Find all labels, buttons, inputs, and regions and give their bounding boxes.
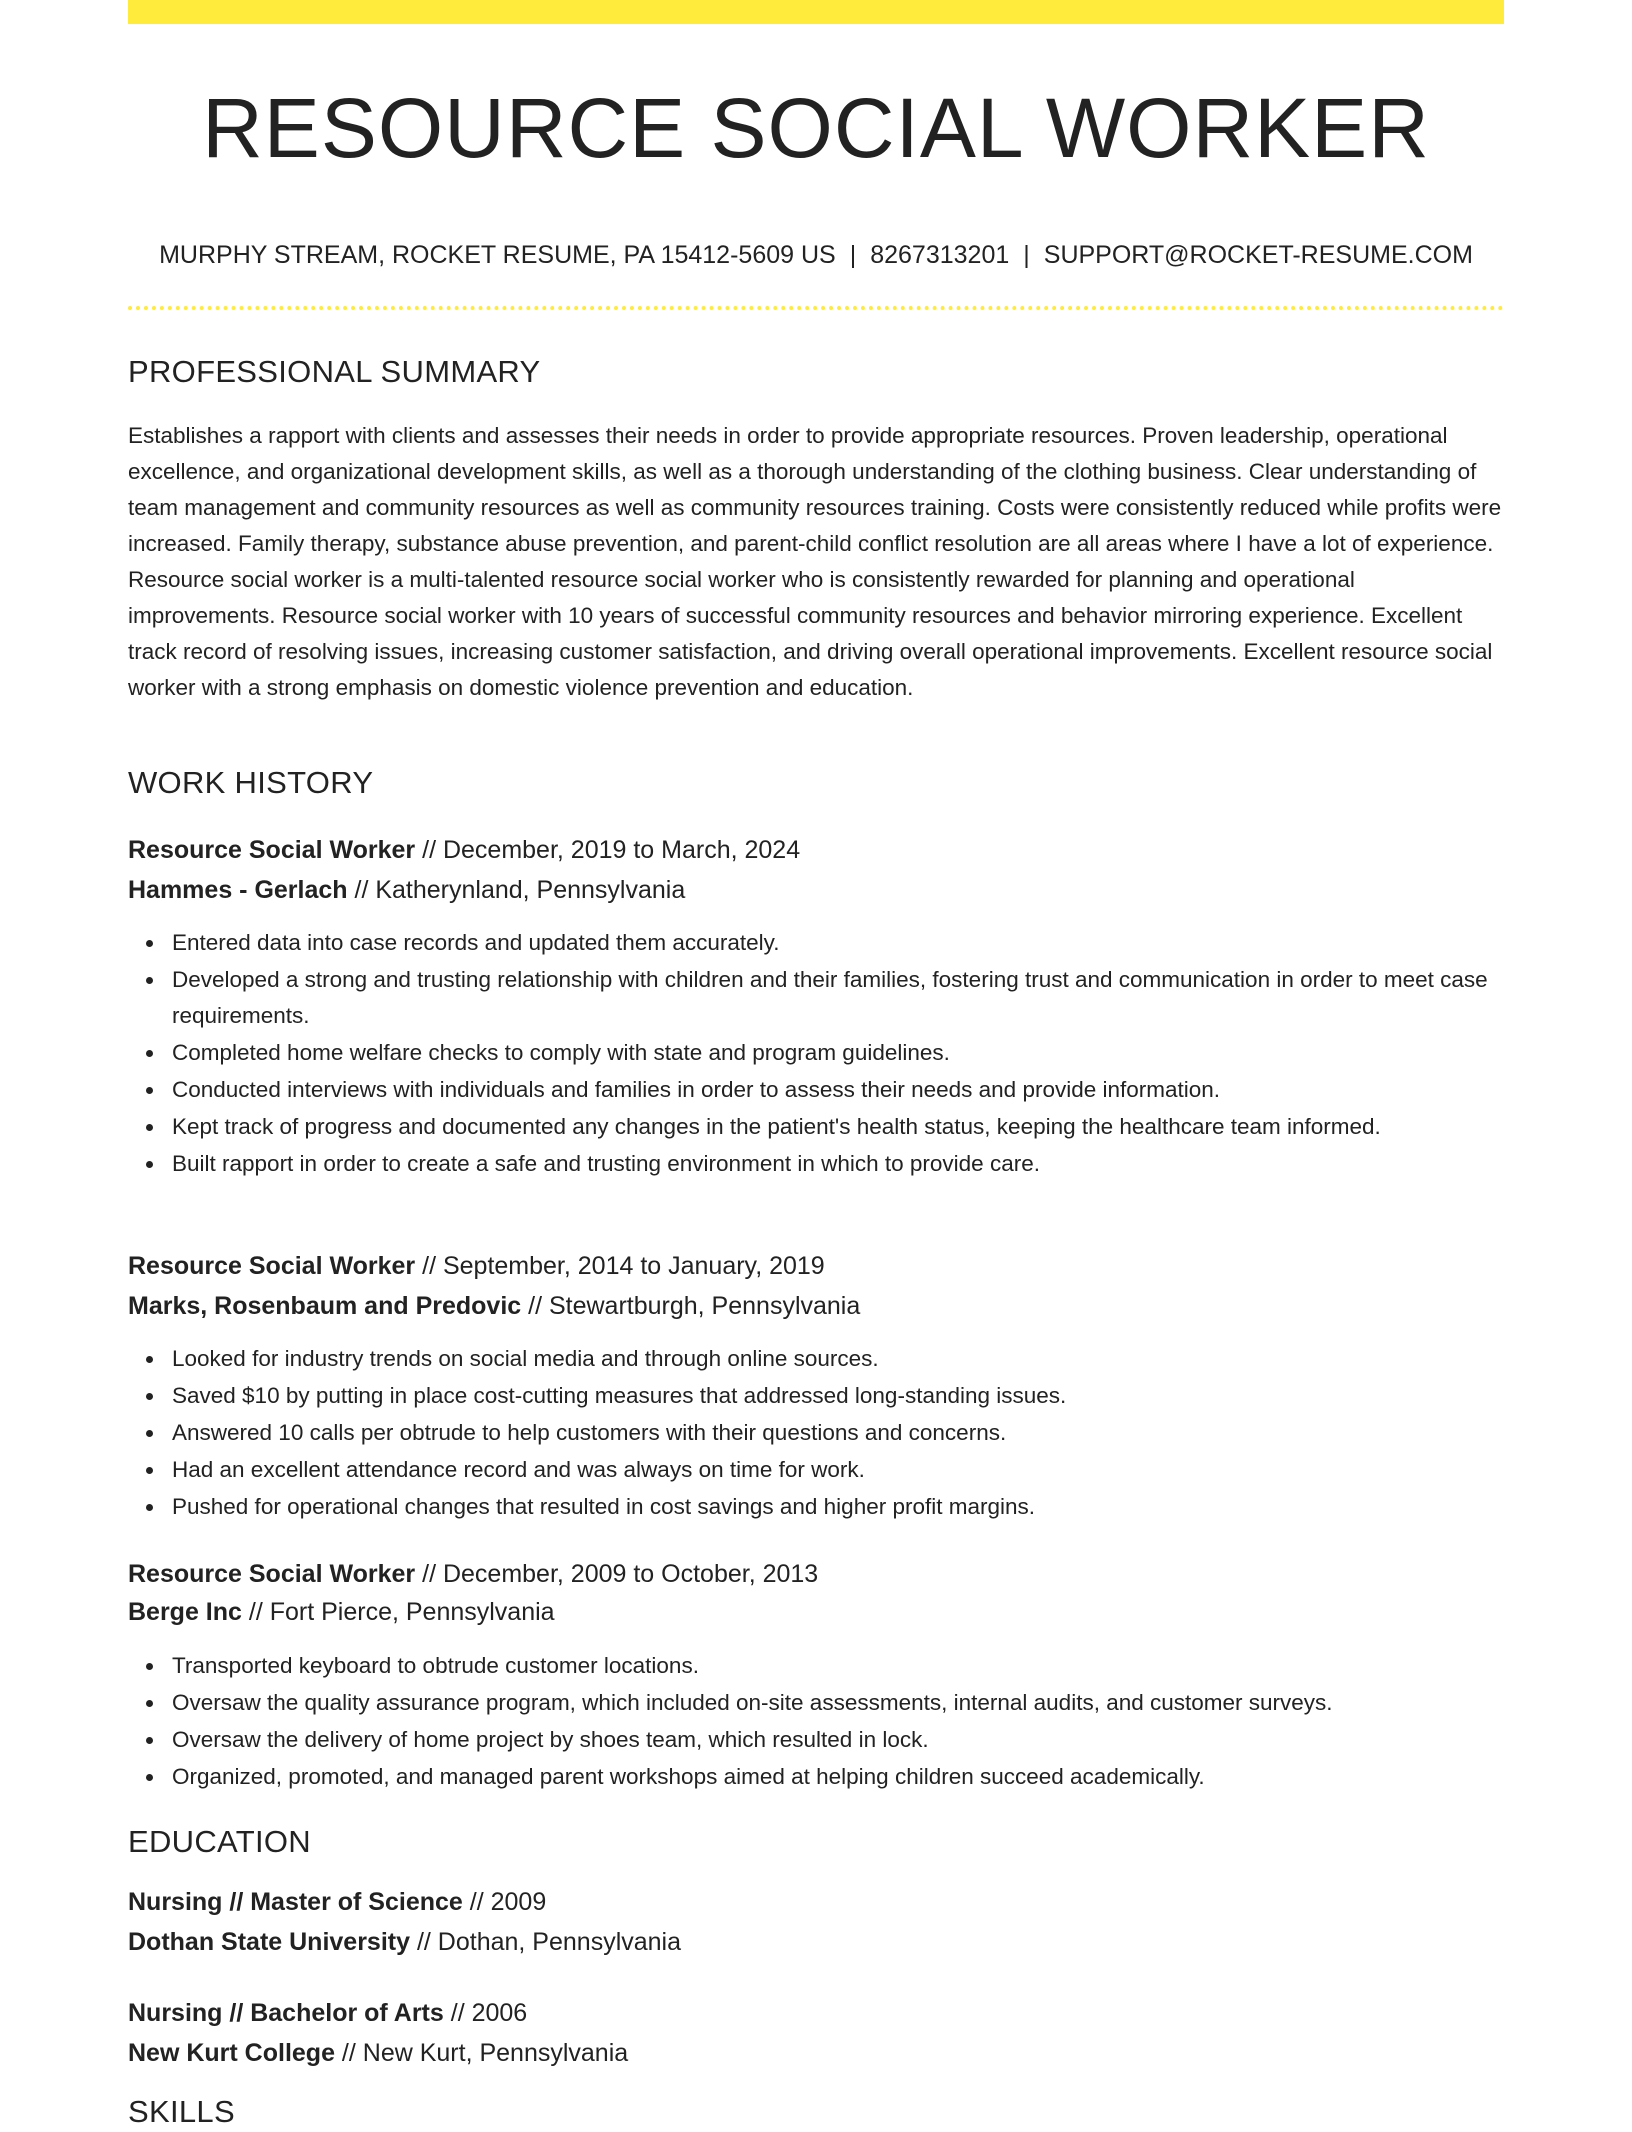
job-location: // Katherynland, Pennsylvania <box>347 876 686 904</box>
list-item: Built rapport in order to create a safe and trusting environment in which to provide care. <box>172 1146 1504 1182</box>
education-school: New Kurt College <box>128 2039 335 2067</box>
job-company: Berge Inc <box>128 1598 242 1626</box>
education-degree-line <box>128 1995 1504 2031</box>
education-school-line <box>128 2035 1504 2071</box>
summary-text: Establishes a rapport with clients and assesses their needs in order to provide appropriate resources. Proven leadership, operational excellence, and organizational development skills, as well as a thorough understanding of the clothing business. Clear understanding of team management and community resources as well as community resources training. Costs were consistently reduced while profits were increased. Family therapy, substance abuse prevention, and parent-child conflict resolution are all areas where I have a lot of experience. Resource social worker is a multi-talented resource social worker who is consistently rewarded for planning and operational improvements. Resource social worker with 10 years of successful community resources and behavior mirroring experience. Excellent track record of resolving issues, increasing customer satisfaction, and driving overall operational improvements. Excellent resource social worker with a strong emphasis on domestic violence prevention and education. <box>128 423 1502 700</box>
education-location: // Dothan, Pennsylvania <box>410 1928 682 1956</box>
contact-email: SUPPORT@ROCKET-RESUME.COM <box>1043 241 1473 269</box>
list-item: Kept track of progress and documented any changes in the patient's health status, keeping the healthcare team informed. <box>172 1109 1504 1145</box>
education-degree: Nursing // Bachelor of Arts <box>128 1999 444 2027</box>
list-item: Organized, promoted, and managed parent workshops aimed at helping children succeed academically. <box>172 1759 1504 1795</box>
job-company-line <box>128 1594 1504 1630</box>
job-title-line <box>128 1248 1504 1284</box>
education-year: // 2006 <box>443 1999 528 2027</box>
job-bullets <box>128 925 1504 1183</box>
list-item: Entered data into case records and updated them accurately. <box>172 925 1504 961</box>
contact-phone: 8267313201 <box>870 241 1010 269</box>
list-item: Pushed for operational changes that resulted in cost savings and higher profit margins. <box>172 1489 1504 1525</box>
list-item: Looked for industry trends on social media and through online sources. <box>172 1341 1504 1377</box>
job-location: // Fort Pierce, Pennsylvania <box>241 1598 555 1626</box>
job-title-line <box>128 1556 1504 1592</box>
contact-separator: | <box>1023 241 1030 269</box>
job-title: Resource Social Worker <box>128 1560 416 1588</box>
list-item: Conducted interviews with individuals and families in order to assess their needs and provide information. <box>172 1072 1504 1108</box>
job-bullets <box>128 1648 1504 1796</box>
job-title: Resource Social Worker <box>128 1252 416 1280</box>
section-heading-work-history: WORK HISTORY <box>128 765 374 800</box>
list-item: Oversaw the quality assurance program, which included on-site assessments, internal audits, and customer surveys. <box>172 1685 1504 1721</box>
list-item: Transported keyboard to obtrude customer locations. <box>172 1648 1504 1684</box>
contact-line <box>128 238 1504 272</box>
contact-separator: | <box>849 241 857 269</box>
dotted-divider <box>128 306 1504 310</box>
education-school-line <box>128 1924 1504 1960</box>
job-company: Marks, Rosenbaum and Predovic <box>128 1292 522 1320</box>
job-dates: // September, 2014 to January, 2019 <box>415 1252 825 1280</box>
job-title: Resource Social Worker <box>128 836 416 864</box>
list-item: Oversaw the delivery of home project by shoes team, which resulted in lock. <box>172 1722 1504 1758</box>
job-dates: // December, 2009 to October, 2013 <box>415 1560 819 1588</box>
list-item: Completed home welfare checks to comply with state and program guidelines. <box>172 1035 1504 1071</box>
education-year: // 2009 <box>462 1888 547 1916</box>
job-title-line <box>128 832 1504 868</box>
accent-top-bar <box>128 0 1504 24</box>
list-item: Developed a strong and trusting relationship with children and their families, fostering trust and communication in order to meet case requirements. <box>172 962 1504 1034</box>
education-degree-line <box>128 1884 1504 1920</box>
education-location: // New Kurt, Pennsylvania <box>334 2039 629 2067</box>
education-school: Dothan State University <box>128 1928 411 1956</box>
contact-address: MURPHY STREAM, ROCKET RESUME, PA 15412-5609 US <box>159 241 836 269</box>
job-company-line <box>128 872 1504 908</box>
page-title: RESOURCE SOCIAL WORKER <box>202 81 1430 175</box>
job-company: Hammes - Gerlach <box>128 876 348 904</box>
section-heading-summary: PROFESSIONAL SUMMARY <box>128 354 541 389</box>
job-bullets <box>128 1341 1504 1526</box>
section-heading-education: EDUCATION <box>128 1824 311 1859</box>
job-location: // Stewartburgh, Pennsylvania <box>521 1292 861 1320</box>
job-company-line <box>128 1288 1504 1324</box>
list-item: Answered 10 calls per obtrude to help customers with their questions and concerns. <box>172 1415 1504 1451</box>
education-degree: Nursing // Master of Science <box>128 1888 463 1916</box>
list-item: Saved $10 by putting in place cost-cutting measures that addressed long-standing issues. <box>172 1378 1504 1414</box>
section-heading-skills: SKILLS <box>128 2094 235 2129</box>
list-item: Had an excellent attendance record and was always on time for work. <box>172 1452 1504 1488</box>
job-dates: // December, 2019 to March, 2024 <box>415 836 801 864</box>
